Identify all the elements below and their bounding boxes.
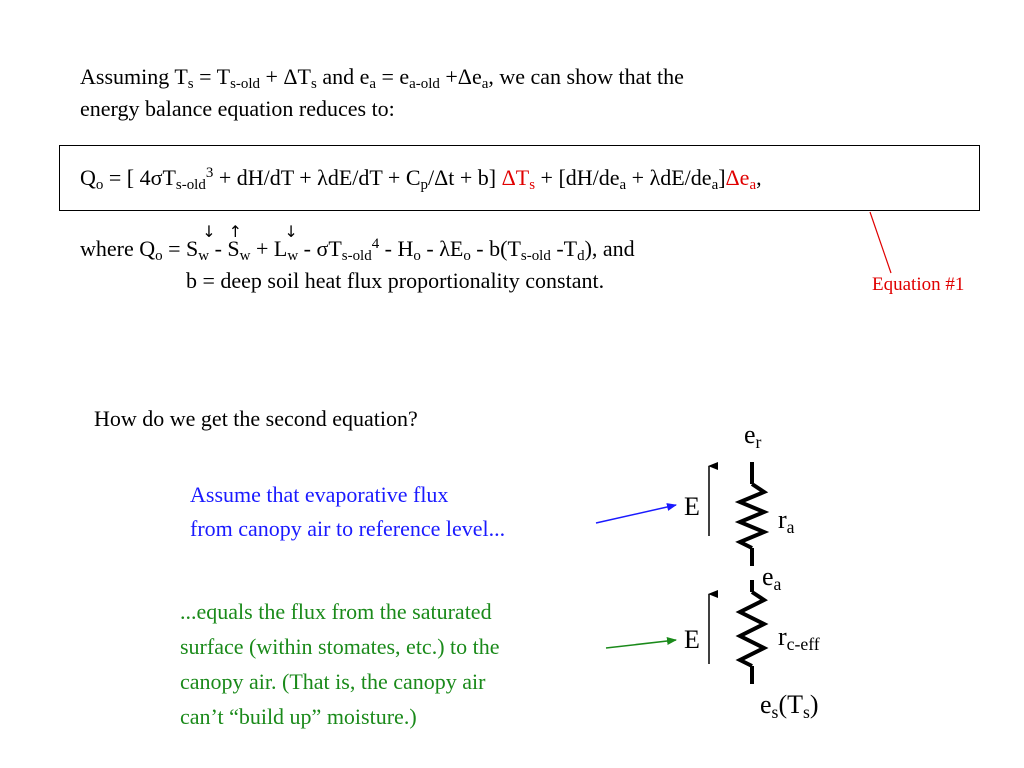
label-e-s-Ts: $e_s(T_s)$ — [760, 690, 819, 722]
intro-line-2: energy balance equation reduces to: — [80, 96, 395, 121]
label-flux-E-upper: E — [684, 492, 700, 521]
deep-soil-definition: b = deep soil heat flux proportionality constant. — [186, 268, 605, 293]
question-text: How do we get the second equation? — [94, 406, 418, 431]
label-e-r: $e_r$ — [744, 420, 762, 452]
shortwave-up-arrow: ↑ $_w$ — [228, 222, 251, 265]
blue-annotation-line-1: Assume that evaporative flux — [190, 482, 449, 507]
blue-annotation-arrow — [596, 505, 676, 523]
green-annotation-arrow — [606, 640, 676, 648]
green-annotation-line-2: surface (within stomates, etc.) to the — [180, 634, 500, 659]
shortwave-down-arrow: ↓ $_w$ — [198, 222, 216, 265]
energy-balance-equation: $Q_o$ = [ $4\sigma T_{s-old}^3 + dH/dT + \lambda dE/dT + C_p/\Delta t + b$] $\Delta T_s + [dH/de_a + \lambda dE/de_a]\Delta e_a$, — [80, 164, 762, 194]
resistor-r-c-eff — [740, 592, 764, 666]
label-e-a: $e_a$ — [762, 562, 782, 594]
label-r-c-eff: $r_{c-eff}$ — [778, 622, 820, 654]
green-annotation-line-3: canopy air. (That is, the canopy air — [180, 669, 486, 694]
blue-annotation-line-2: from canopy air to reference level... — [190, 516, 506, 541]
green-annotation-line-4: can’t “build up” moisture.) — [180, 704, 417, 729]
delta-ea-term: $\Delta e_a$ — [725, 165, 757, 194]
equation-label-leader — [870, 212, 891, 273]
green-annotation-line-1: ...equals the flux from the saturated — [180, 599, 492, 624]
where-definition: where $Q_o = S$ ↓ $_w$ - S ↑ $_w$ + L ↓ $_w - \sigma T_{s-old}^4 - H_o - \lambda E_o - b(T_{s-old}$ $-T_d$), and — [80, 222, 635, 265]
label-r-a: $r_a$ — [778, 505, 795, 537]
delta-ts-term: $\Delta T_s$ — [501, 165, 536, 194]
resistor-r-a — [740, 484, 764, 548]
longwave-down-arrow: ↓ $_w$ — [284, 222, 299, 265]
label-flux-E-lower: E — [684, 625, 700, 654]
intro-line-1: Assuming $T_s = T_{s-old} + \Delta T_s$ and $e_a = e_{a-old} +\Delta e_a$, we can show that the — [80, 64, 684, 93]
equation-label: Equation #1 — [872, 274, 965, 295]
